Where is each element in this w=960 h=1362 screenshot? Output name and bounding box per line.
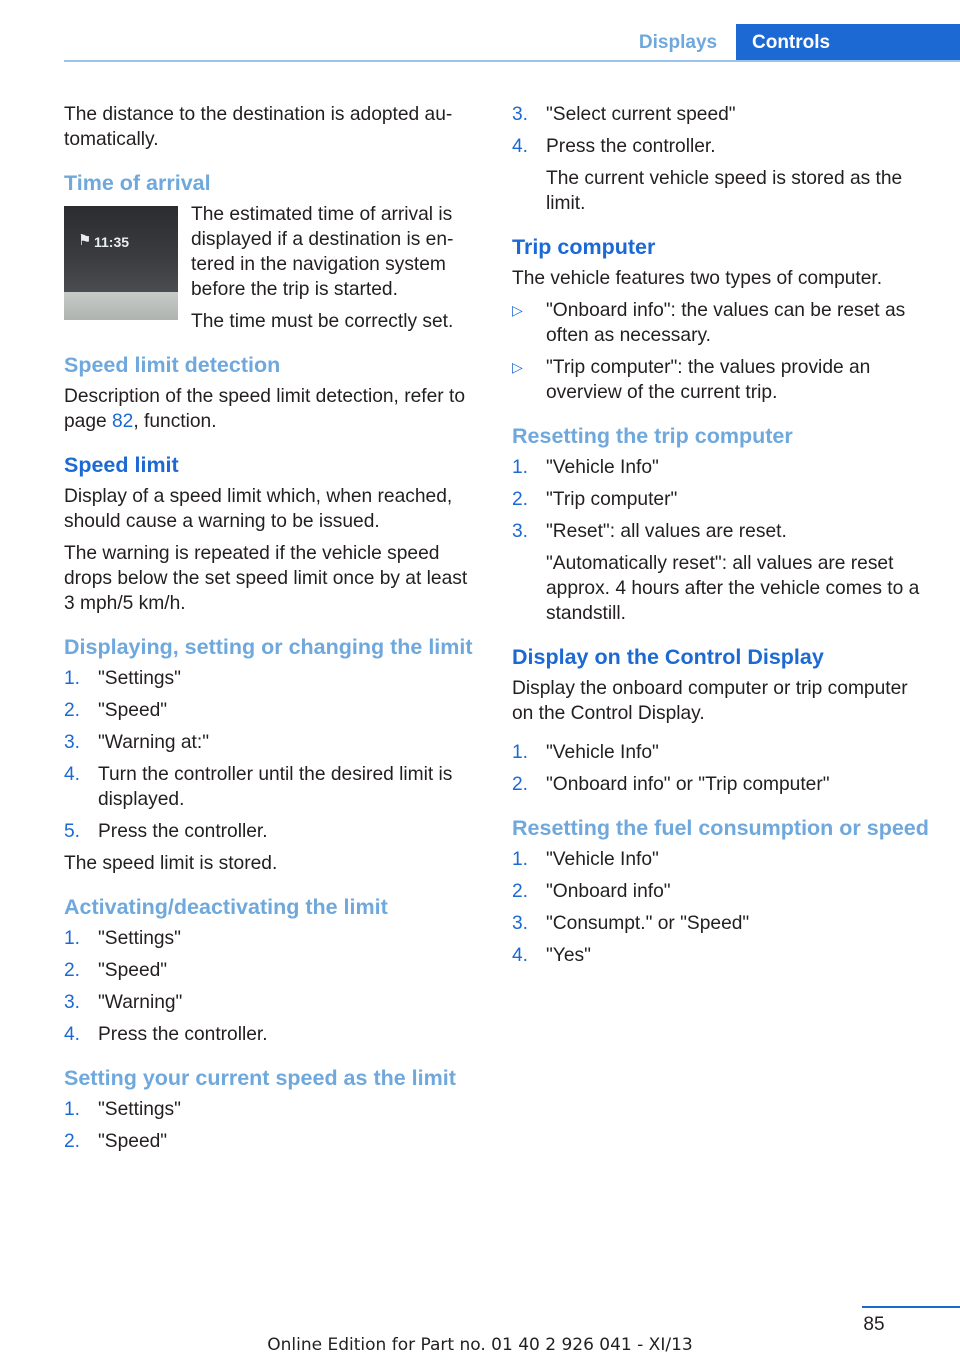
step-text: "Vehicle Info" <box>546 742 659 763</box>
step-number: 5. <box>64 821 81 842</box>
step-text: "Consumpt." or "Speed" <box>546 913 750 934</box>
step-number: 1. <box>512 742 529 763</box>
step-number: 1. <box>64 668 81 689</box>
list-item <box>512 740 932 765</box>
arrival-display-image <box>64 206 178 320</box>
heading-resetting-fuel-consumption: Resetting the fuel consumption or speed <box>512 816 929 840</box>
heading-resetting-trip-computer: Resetting the trip computer <box>512 424 793 448</box>
list-item <box>512 134 932 159</box>
list-item <box>512 879 932 904</box>
list-item <box>512 355 932 405</box>
step-number: 3. <box>512 521 529 542</box>
step-text: "Onboard info" or "Trip computer" <box>546 774 830 795</box>
display-screen <box>64 206 178 292</box>
step-number: 1. <box>512 849 529 870</box>
automatic-reset-text: "Automatically reset": all values are reset approx. 4 hours after the vehicle comes to a standstill. <box>546 553 920 624</box>
heading-setting-current-speed: Setting your current speed as the limit <box>64 1066 456 1090</box>
step-number: 3. <box>512 104 529 125</box>
current-speed-stored-text: The current vehicle speed is stored as the limit. <box>546 168 903 214</box>
bullet-text: "Trip computer": the values provide an overview of the current trip. <box>546 357 871 403</box>
bullet-text: "Onboard info": the values can be reset as often as necessary. <box>546 300 906 346</box>
header-rule <box>64 60 960 62</box>
resetting-fuel-steps <box>512 847 932 968</box>
tab-controls[interactable]: Controls <box>736 24 960 61</box>
step-number: 2. <box>64 1131 81 1152</box>
list-item <box>512 943 932 968</box>
speed-limit-text-2: The warning is repeated if the vehicle speed drops below the set speed limit once by at least 3 mph/5 km/h. <box>64 543 468 614</box>
arrival-text-2: The time must be correctly set. <box>191 311 454 332</box>
heading-activating-limit: Activating/deactivating the limit <box>64 895 388 919</box>
list-item <box>64 958 478 983</box>
resetting-trip-steps <box>512 455 932 544</box>
list-item <box>64 666 478 691</box>
step-number: 3. <box>64 992 81 1013</box>
page-number: 85 <box>863 1314 885 1335</box>
right-column <box>512 102 932 975</box>
step-text: "Speed" <box>98 700 168 721</box>
list-item <box>512 102 932 127</box>
step-text: "Settings" <box>98 1099 181 1120</box>
navigation-flag-icon: ⚑ <box>78 232 92 249</box>
step-text: "Settings" <box>98 668 181 689</box>
step-number: 2. <box>512 489 529 510</box>
list-item <box>512 519 932 544</box>
list-item <box>512 298 932 348</box>
step-number: 2. <box>512 881 529 902</box>
speed-limit-text-1: Display of a speed limit which, when reached, should cause a warning to be issued. <box>64 486 453 532</box>
step-text: "Vehicle Info" <box>546 849 659 870</box>
heading-displaying-limit: Displaying, setting or changing the limit <box>64 635 473 659</box>
list-item <box>512 772 932 797</box>
trip-computer-bullets <box>512 298 932 405</box>
step-number: 2. <box>512 774 529 795</box>
list-item <box>64 698 478 723</box>
list-item <box>64 1097 478 1122</box>
step-text: Turn the controller until the desired limit is displayed. <box>98 764 453 810</box>
detection-text-after: , function. <box>133 411 217 432</box>
triangle-right-icon: ▷ <box>512 359 523 375</box>
step-number: 4. <box>512 136 529 157</box>
step-text: "Yes" <box>546 945 591 966</box>
step-text: "Reset": all values are reset. <box>546 521 787 542</box>
setting-current-steps <box>64 1097 478 1154</box>
step-text: Press the controller. <box>546 136 716 157</box>
arrival-clock: 11:35 <box>94 234 130 250</box>
tab-displays[interactable]: Displays <box>638 32 718 53</box>
list-item <box>64 1022 478 1047</box>
step-text: "Speed" <box>98 960 168 981</box>
triangle-right-icon: ▷ <box>512 302 523 318</box>
display-control-text: Display the onboard computer or trip computer on the Control Display. <box>512 678 908 724</box>
step-number: 4. <box>512 945 529 966</box>
left-column <box>64 102 478 1161</box>
step-number: 2. <box>64 700 81 721</box>
step-text: Press the controller. <box>98 821 268 842</box>
step-number: 1. <box>64 928 81 949</box>
trip-computer-text: The vehicle features two types of computer. <box>512 268 883 289</box>
list-item <box>64 926 478 951</box>
time-of-arrival-block <box>64 202 478 334</box>
step-text: "Select current speed" <box>546 104 736 125</box>
step-number: 1. <box>64 1099 81 1120</box>
step-text: "Settings" <box>98 928 181 949</box>
heading-speed-limit: Speed limit <box>64 453 179 477</box>
arrival-text-1: The estimated time of arrival is displayed if a destination is en-tered in the navigation system before the trip is started. <box>191 204 454 300</box>
heading-display-on-control-display: Display on the Control Display <box>512 645 824 669</box>
list-item <box>512 487 932 512</box>
step-number: 3. <box>512 913 529 934</box>
heading-trip-computer: Trip computer <box>512 235 656 259</box>
step-number: 4. <box>64 1024 81 1045</box>
step-text: "Onboard info" <box>546 881 671 902</box>
display-control-steps <box>512 740 932 797</box>
edition-footer: Online Edition for Part no. 01 40 2 926 041 - XI/13 <box>267 1335 693 1355</box>
step-text: "Speed" <box>98 1131 168 1152</box>
step-text: "Vehicle Info" <box>546 457 659 478</box>
list-item <box>64 990 478 1015</box>
list-item <box>64 819 478 844</box>
footer-rule <box>862 1306 960 1308</box>
step-number: 3. <box>64 732 81 753</box>
page-82-link[interactable]: 82 <box>112 411 134 432</box>
step-text: "Trip computer" <box>546 489 678 510</box>
step-text: Press the controller. <box>98 1024 268 1045</box>
heading-speed-limit-detection: Speed limit detection <box>64 353 281 377</box>
setting-current-steps-cont <box>512 102 932 159</box>
list-item <box>512 847 932 872</box>
display-bezel <box>64 292 178 320</box>
step-text: "Warning" <box>98 992 183 1013</box>
activating-steps <box>64 926 478 1047</box>
detection-text-before: Description of the speed limit detection, refer to page <box>64 386 466 432</box>
heading-time-of-arrival: Time of arrival <box>64 171 211 195</box>
step-number: 4. <box>64 764 81 785</box>
step-text: "Warning at:" <box>98 732 210 753</box>
displaying-steps <box>64 666 478 844</box>
list-item <box>64 762 478 812</box>
step-number: 2. <box>64 960 81 981</box>
list-item <box>512 455 932 480</box>
list-item <box>512 911 932 936</box>
intro-text: The distance to the destination is adopted au-tomatically. <box>64 104 453 150</box>
list-item <box>64 1129 478 1154</box>
step-number: 1. <box>512 457 529 478</box>
speed-limit-detection-text <box>64 384 478 434</box>
list-item <box>64 730 478 755</box>
limit-stored-text: The speed limit is stored. <box>64 853 278 874</box>
